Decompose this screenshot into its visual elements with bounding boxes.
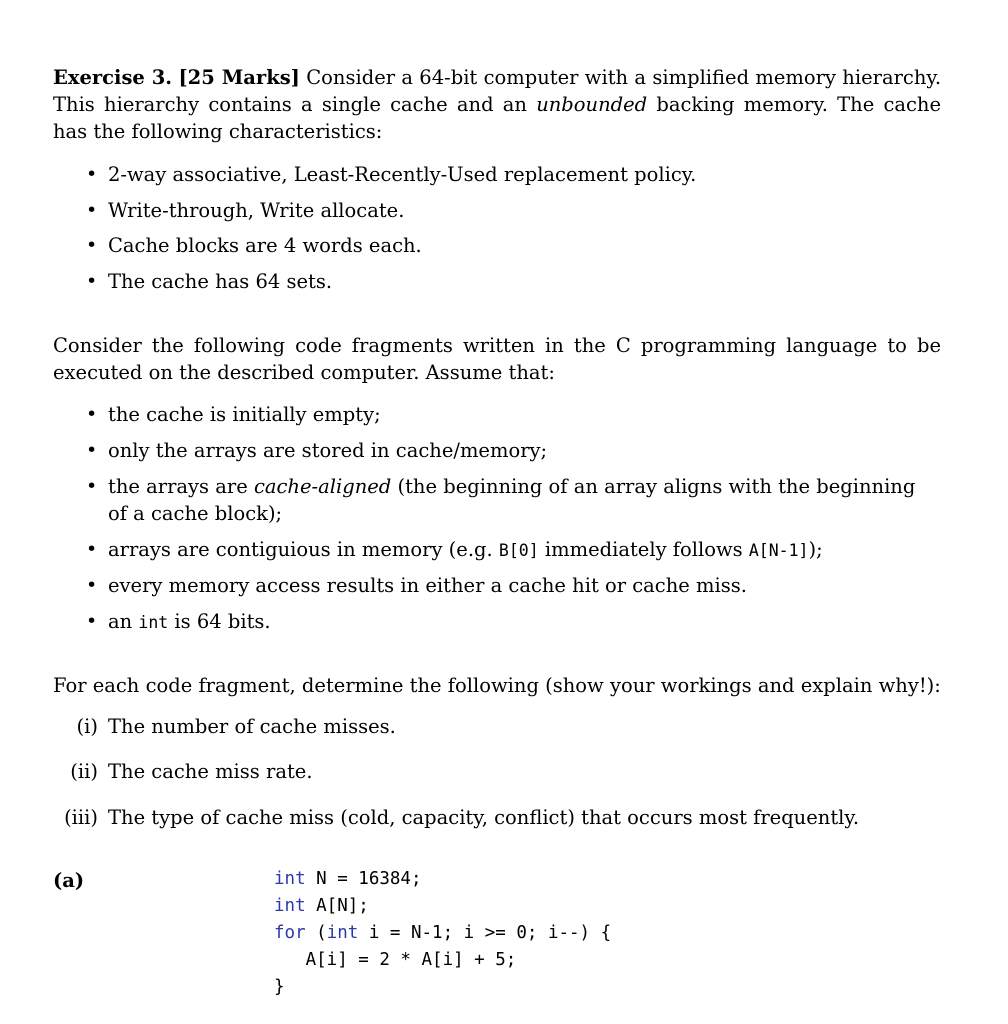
list-item — [108, 536, 940, 564]
task-number: (ii) — [70, 760, 98, 783]
intro-text-b: backing memory. The cache has the following characteristics: — [53, 93, 942, 143]
code-text: i = N-1; i >= 0; i--) { — [358, 923, 612, 943]
code-keyword: int — [326, 923, 359, 943]
list-item: • The cache has 64 sets. — [108, 268, 940, 295]
code-line-1 — [274, 869, 422, 889]
part-a-label: (a) — [53, 869, 85, 892]
task-intro: For each code fragment, determine the following (show your workings and explain why!): — [53, 674, 941, 697]
intro-text-a: Consider a 64-bit computer with a simplified memory hierarchy. This hierarchy contains a single cache and an — [53, 66, 942, 116]
task-number: (i) — [76, 715, 98, 738]
exercise-marks: [25 Marks] — [178, 66, 300, 89]
task-text: The cache miss rate. — [108, 760, 313, 783]
code-line-3 — [274, 923, 611, 943]
inline-code: int — [138, 613, 169, 632]
assumption-text: the arrays are — [108, 475, 248, 498]
code-text: ( — [305, 923, 327, 943]
code-keyword: int — [274, 869, 306, 889]
intro-paragraph — [53, 64, 941, 145]
task-text: The type of cache miss (cold, capacity, conflict) that occurs most frequently. — [108, 806, 860, 829]
assumption-text: (the beginning of an array aligns with the beginning of a cache block); — [108, 475, 916, 525]
list-item: • Cache blocks are 4 words each. — [108, 232, 940, 259]
inline-code: B[0] — [498, 541, 539, 560]
list-item: • 2-way associative, Least-Recently-Used replacement policy. — [108, 161, 940, 188]
assumption-emphasis: cache-aligned — [253, 475, 392, 498]
task-number: (iii) — [64, 806, 98, 829]
task-text: The number of cache misses. — [108, 715, 396, 738]
list-item — [108, 608, 940, 636]
assumption-text: is 64 bits. — [174, 610, 271, 633]
assumption-text: an — [108, 610, 133, 633]
list-item — [108, 473, 940, 527]
code-intro-paragraph: Consider the following code fragments written in the C programming language to be executed on the described computer. Assume that: — [53, 334, 941, 384]
list-item: • every memory access results in either a cache hit or cache miss. — [108, 572, 940, 599]
code-block — [274, 866, 611, 1001]
code-text: A[N]; — [305, 896, 369, 916]
assumption-text: immediately follows — [544, 538, 743, 561]
code-line-2 — [274, 896, 369, 916]
list-item: • only the arrays are stored in cache/memory; — [108, 437, 940, 464]
code-line-4: A[i] = 2 * A[i] + 5; — [274, 950, 517, 970]
inline-code: A[N-1] — [748, 541, 809, 560]
code-text: N = 16384; — [305, 869, 422, 889]
code-keyword: int — [274, 896, 306, 916]
list-item: • Write-through, Write allocate. — [108, 197, 940, 224]
assumption-text: arrays are contiguious in memory (e.g. — [108, 538, 493, 561]
list-item: • the cache is initially empty; — [108, 401, 940, 428]
intro-emphasis: unbounded — [536, 93, 648, 116]
code-keyword: for — [274, 923, 306, 943]
assumption-text: ); — [808, 538, 823, 561]
code-line-5: } — [274, 977, 285, 997]
exercise-title: Exercise 3. — [53, 66, 173, 89]
